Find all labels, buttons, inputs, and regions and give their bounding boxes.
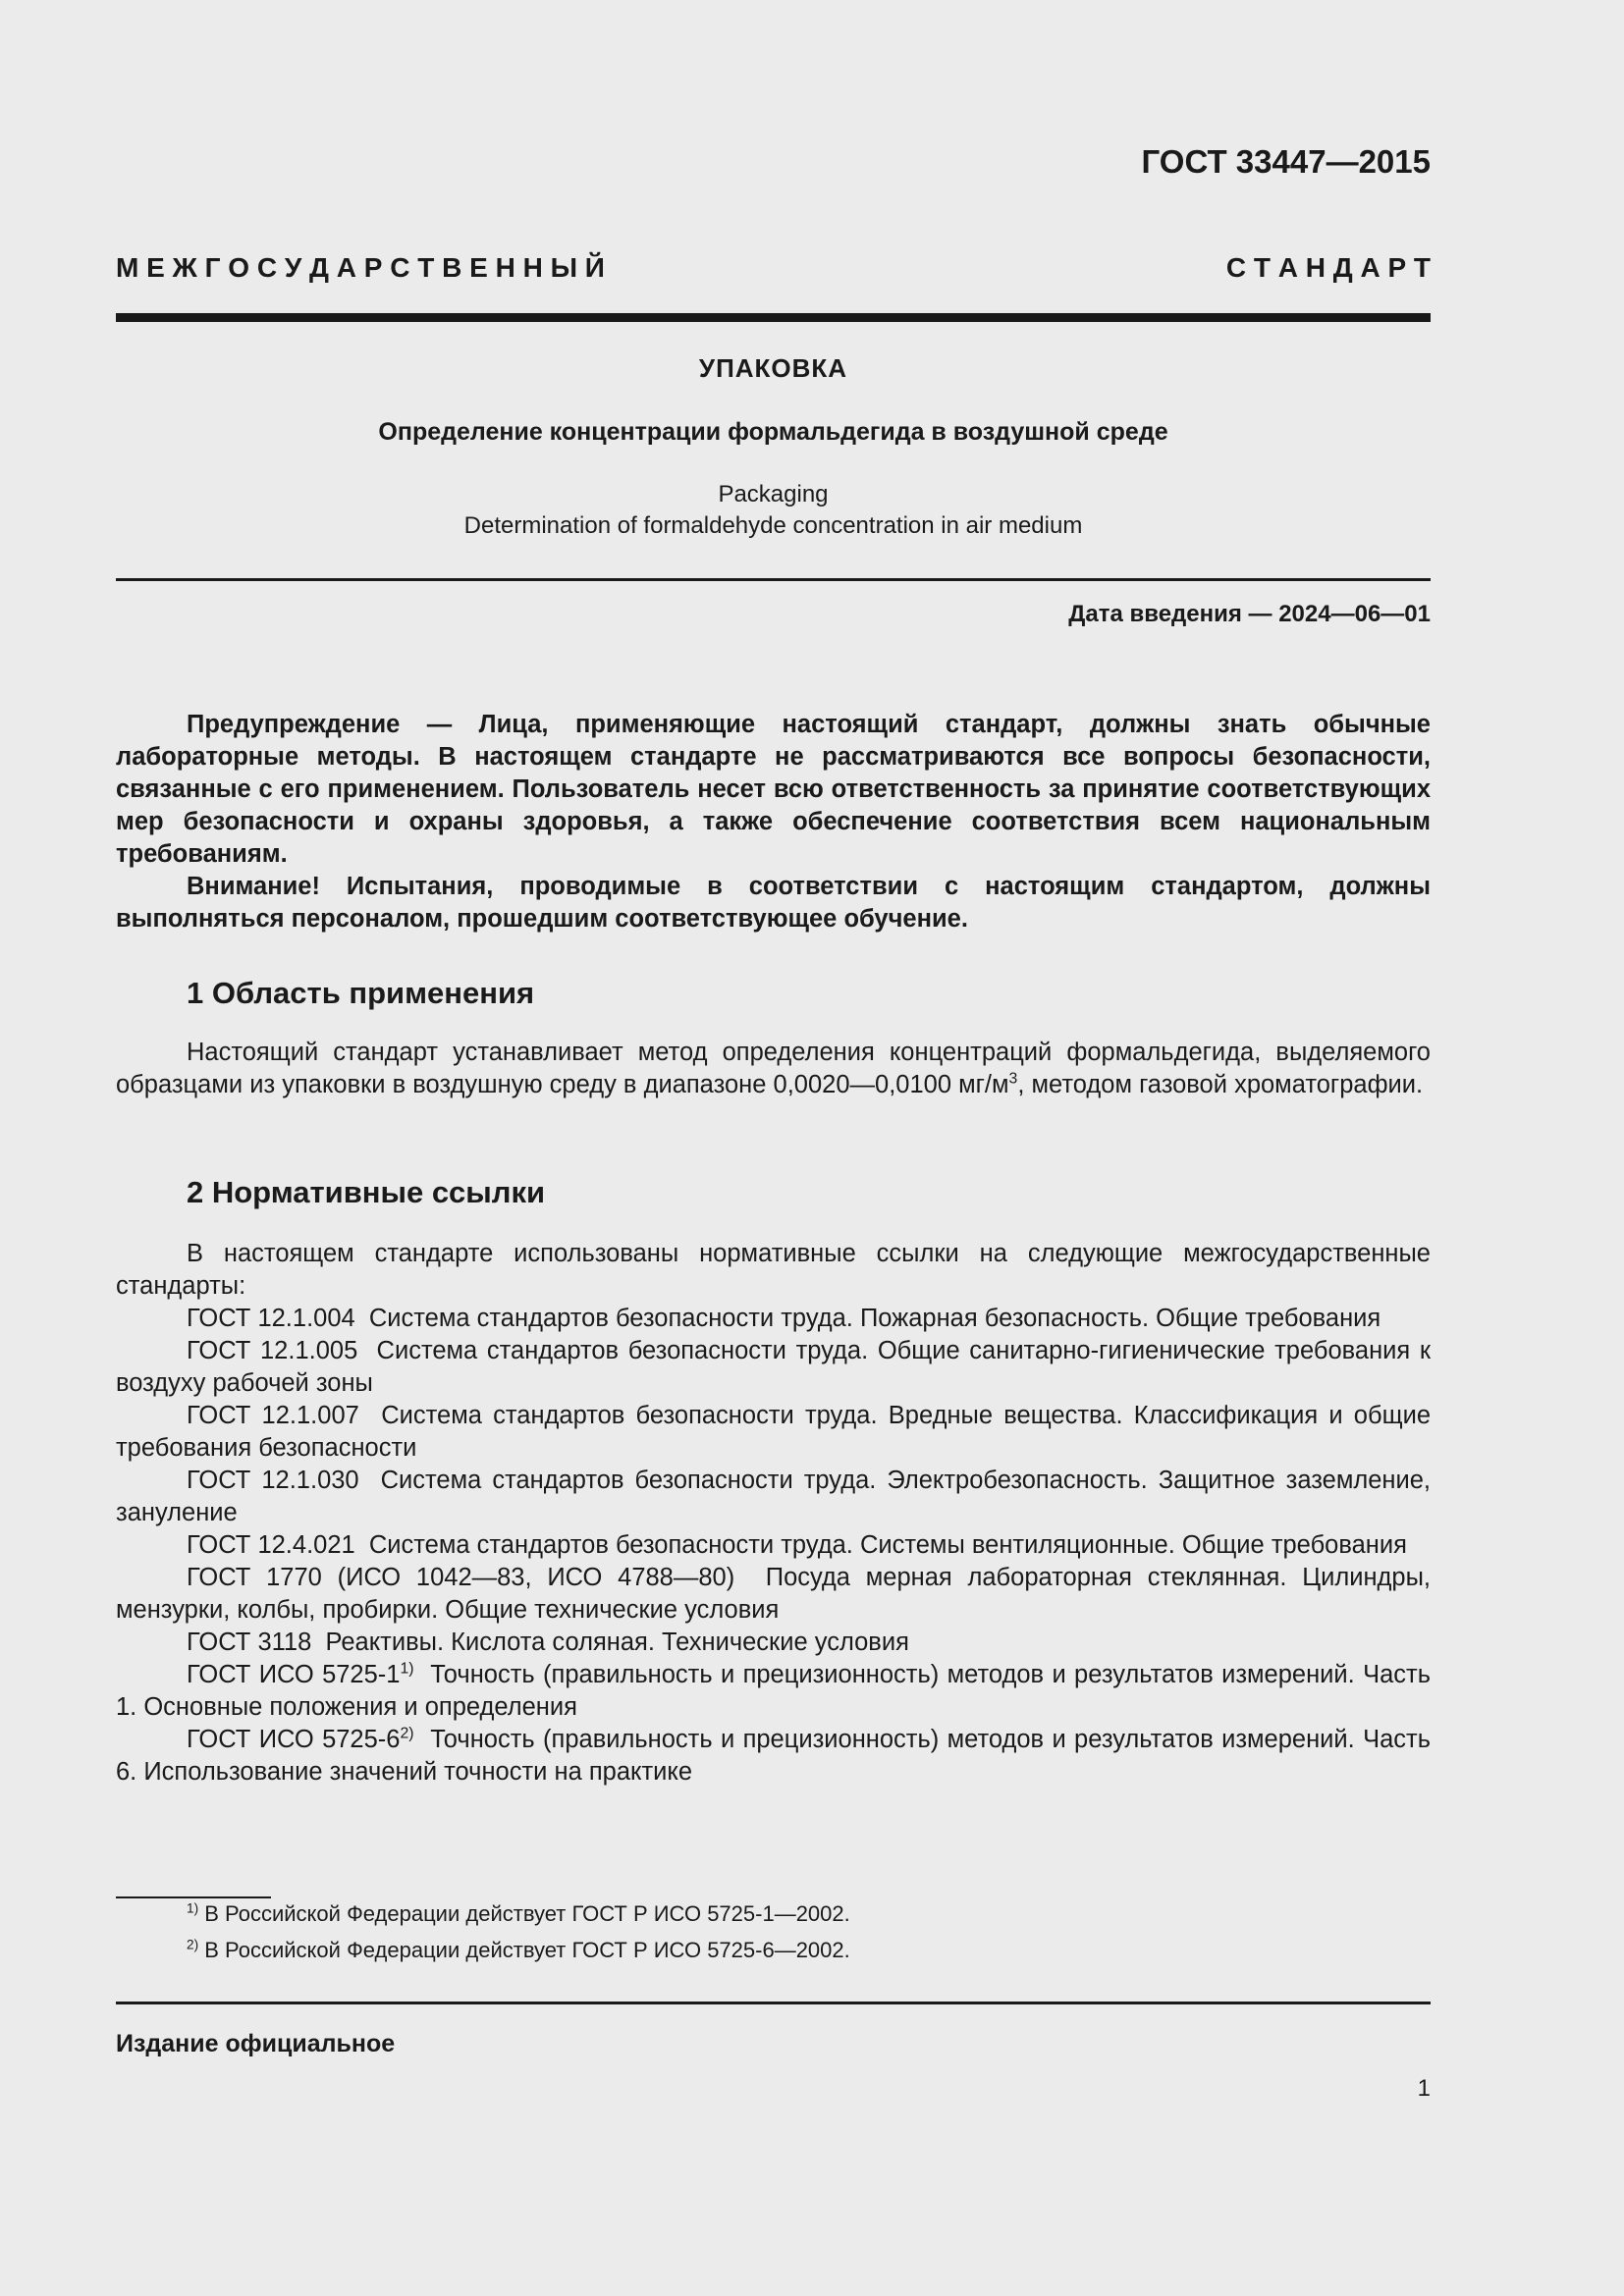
attention-paragraph: Внимание! Испытания, проводимые в соответствии с настоящим стандартом, должны выполняться персоналом, прошедшим соответствующее обучение. xyxy=(116,873,1431,933)
warning-paragraph: Предупреждение — Лица, применяющие настоящий стандарт, должны знать обычные лабораторные методы. В настоящем стандарте не рассматриваются все вопросы безопасности, связанные с его применением. Пользователь несет всю ответственность за принятие соответствующих мер безопасности и охраны здоровья, а также обеспечение соответствия всем национальным требованиям. xyxy=(116,711,1431,868)
reference-item xyxy=(116,1659,1431,1724)
reference-title: Реактивы. Кислота соляная. Технические условия xyxy=(325,1629,909,1656)
reference-code: ГОСТ ИСО 5725-1 xyxy=(187,1661,401,1688)
reference-title: Точность (правильность и прецизионность) методов и результатов измерений. Часть 1. Основные положения и определения xyxy=(116,1661,1431,1721)
scope-paragraph xyxy=(116,1037,1431,1101)
footnote-separator xyxy=(116,1896,271,1898)
reference-footnote-mark: 2) xyxy=(400,1725,414,1742)
reference-footnote-mark: 1) xyxy=(400,1660,414,1678)
title-en-main: Packaging xyxy=(718,481,829,507)
title-ru-main: УПАКОВКА xyxy=(698,353,848,383)
reference-item xyxy=(116,1724,1431,1789)
reference-item xyxy=(116,1303,1431,1335)
reference-title: Система стандартов безопасности труда. Общие санитарно-гигиенические требования к воздуху рабочей зоны xyxy=(116,1337,1432,1397)
footnote-text: В Российской Федерации действует ГОСТ Р ИСО 5725-1—2002. xyxy=(204,1901,850,1926)
reference-code: ГОСТ 3118 xyxy=(187,1629,312,1656)
reference-item xyxy=(116,1400,1431,1465)
reference-title: Система стандартов безопасности труда. Пожарная безопасность. Общие требования xyxy=(368,1305,1381,1332)
reference-item xyxy=(116,1627,1431,1659)
references-list xyxy=(116,1303,1431,1789)
references-intro: В настоящем стандарте использованы нормативные ссылки на следующие межгосударственные стандарты: xyxy=(116,1240,1431,1300)
standard-word: С Т А Н Д А Р Т xyxy=(1225,252,1431,283)
scope-superscript: 3 xyxy=(1008,1070,1018,1088)
reference-code: ГОСТ 12.4.021 xyxy=(187,1531,355,1559)
interstate-word: М Е Ж Г О С У Д А Р С Т В Е Н Н Ы Й xyxy=(116,252,605,283)
footnote-mark: 1) xyxy=(187,1900,199,1916)
reference-code: ГОСТ 12.1.007 xyxy=(187,1402,359,1429)
footnote-text: В Российской Федерации действует ГОСТ Р ИСО 5725-6—2002. xyxy=(204,1938,850,1962)
official-edition-label: Издание официальное xyxy=(116,2030,396,2057)
section-1-heading: 1 Область применения xyxy=(187,976,535,1010)
scope-text-end: , методом газовой хроматографии. xyxy=(1017,1071,1424,1098)
reference-code: ГОСТ 12.1.005 xyxy=(187,1337,358,1364)
reference-item xyxy=(116,1529,1431,1562)
footnote-item xyxy=(187,1901,850,1927)
reference-item xyxy=(116,1562,1431,1627)
section-1-body xyxy=(116,1037,1431,1101)
reference-item xyxy=(116,1335,1431,1400)
reference-title: Система стандартов безопасности труда. Системы вентиляционные. Общие требования xyxy=(368,1531,1407,1559)
warnings-block xyxy=(116,709,1431,935)
footnote-item xyxy=(187,1938,850,1963)
section-2 xyxy=(116,1176,1431,1208)
reference-code: ГОСТ 12.1.030 xyxy=(187,1467,359,1494)
section-1 xyxy=(116,977,1431,1009)
reference-item xyxy=(116,1465,1431,1529)
reference-code: ГОСТ 12.1.004 xyxy=(187,1305,355,1332)
footer-rule xyxy=(116,2002,1431,2004)
interstate-standard-banner xyxy=(116,252,1431,284)
reference-code: ГОСТ ИСО 5725-6 xyxy=(187,1726,401,1753)
scope-text: Настоящий стандарт устанавливает метод определения концентраций формальдегида, выделяемого образцами из упаковки в воздушную среду в диапазоне 0,0020—0,0100 мг/м xyxy=(116,1039,1431,1098)
section-2-body xyxy=(116,1238,1431,1789)
title-ru-sub: Определение концентрации формальдегида в воздушной среде xyxy=(378,418,1168,446)
title-en-sub: Determination of formaldehyde concentration in air medium xyxy=(463,512,1083,539)
reference-title: Точность (правильность и прецизионность) методов и результатов измерений. Часть 6. Использование значений точности на практике xyxy=(116,1726,1431,1786)
reference-code: ГОСТ 1770 (ИСО 1042—83, ИСО 4788—80) xyxy=(187,1564,735,1591)
title-rule xyxy=(116,578,1431,581)
reference-title: Система стандартов безопасности труда. Вредные вещества. Классификация и общие требования безопасности xyxy=(116,1402,1432,1462)
reference-title: Система стандартов безопасности труда. Электробезопасность. Защитное заземление, зануление xyxy=(116,1467,1432,1526)
page-number: 1 xyxy=(1417,2075,1431,2102)
introduction-date: Дата введения — 2024—06—01 xyxy=(1068,601,1431,627)
gost-number: ГОСТ 33447—2015 xyxy=(1141,143,1431,180)
reference-title: Посуда мерная лабораторная стеклянная. Цилиндры, мензурки, колбы, пробирки. Общие технические условия xyxy=(116,1564,1431,1624)
title-en xyxy=(116,479,1431,542)
header-thick-rule xyxy=(116,313,1431,322)
section-2-heading: 2 Нормативные ссылки xyxy=(187,1175,546,1209)
footnote-mark: 2) xyxy=(187,1937,199,1952)
